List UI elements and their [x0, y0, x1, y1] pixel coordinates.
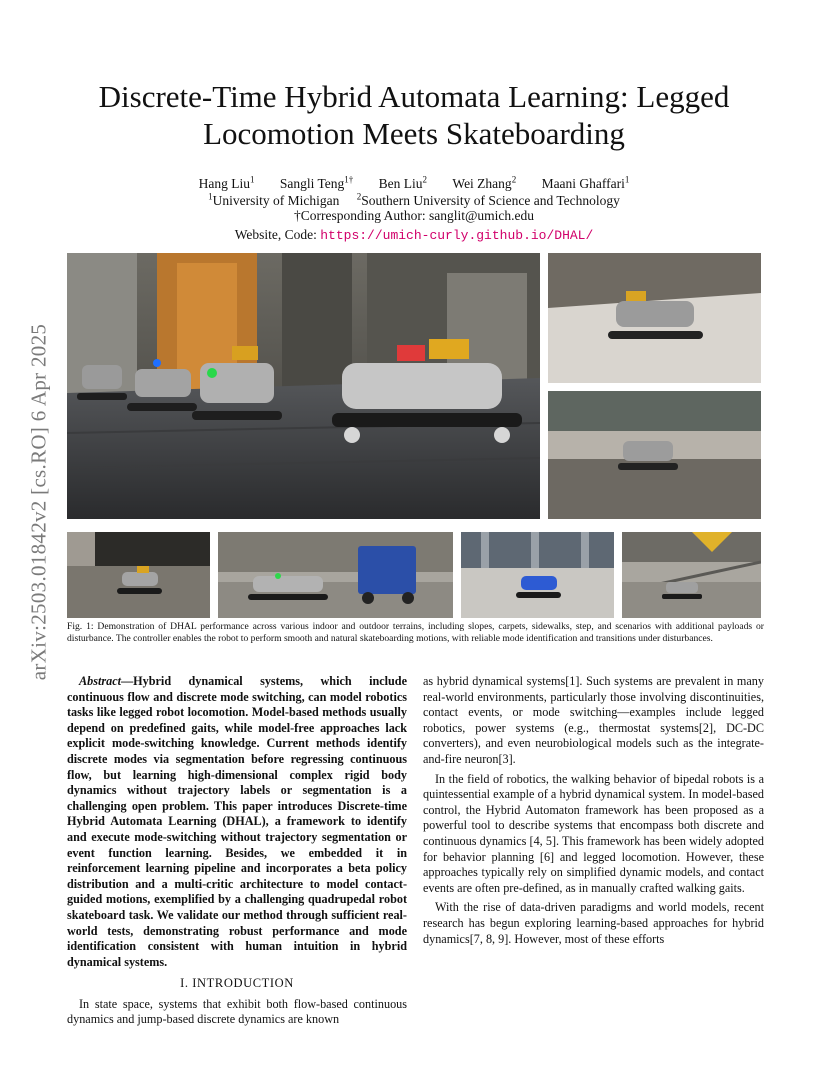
arxiv-identifier: arXiv:2503.01842v2 [cs.RO] 6 Apr 2025 — [26, 323, 51, 681]
author: Hang Liu$^1$ — [198, 174, 255, 191]
figure-photo-payload-cart — [218, 532, 453, 618]
left-column — [67, 674, 407, 1032]
author: Maani Ghaffari$^1$ — [541, 174, 630, 191]
affiliation: $^1$University of Michigan — [208, 191, 340, 208]
intro-paragraph: In the field of robotics, the walking behavior of bipedal robots is a quintessential example of a hybrid dynamical system. In model-based control, the Hybrid Automaton framework has been proposed as a powerful tool to describe systems that encompass both discrete and continuous dynamics [4, 5]. This framework has been widely adopted for behavior planning [6] and legged locomotion. However, these approaches typically rely on simplified dynamic models, and contact events are often pre-defined, as in manually crafted walking gaits. — [423, 771, 764, 895]
figure-photo-hallway — [461, 532, 614, 618]
affiliations — [60, 191, 768, 209]
section-heading: I. INTRODUCTION — [180, 976, 294, 991]
intro-paragraph: In state space, systems that exhibit both flow-based continuous dynamics and jump-based discrete dynamics are known — [67, 996, 407, 1027]
paper-title: Discrete-Time Hybrid Automata Learning: Legged Locomotion Meets Skateboarding — [98, 79, 730, 151]
author: Ben Liu$^2$ — [378, 174, 428, 191]
figure-main-photo — [67, 253, 540, 519]
figure-photo-snow-slope — [548, 253, 761, 383]
abstract-label: Abstract — [79, 674, 121, 688]
intro-paragraph: With the rise of data-driven paradigms and world models, recent research has begun exploring learning-based approaches for hybrid dynamics[7, 8, 9]. However, most of these efforts — [423, 900, 764, 946]
abstract — [67, 674, 407, 970]
figure-caption: Fig. 1: Demonstration of DHAL performance across various indoor and outdoor terrains, including slopes, carpets, sidewalks, step, and scenarios with additional payloads or disturbance. The controller enables the robot to perform smooth and natural skateboarding motions, with reliable mode identification and transitions under disturbances. — [67, 621, 764, 644]
figure-photo-night-lot — [67, 532, 210, 618]
intro-paragraph: as hybrid dynamical systems[1]. Such systems are prevalent in many real-world environments, particularly those involving discontinuities, contact events, or mode switching—examples include legged robotics, power systems (e.g., thermostat systems[2], DC-DC converters), and even neurobiological models such as the integrate-and-fire neuron[3]. — [423, 674, 764, 766]
author: Wei Zhang$^2$ — [452, 174, 517, 191]
author-list — [60, 174, 768, 192]
figure-photo-outdoor-step — [548, 391, 761, 519]
arxiv-side-stamp — [16, 292, 62, 712]
website-line — [60, 227, 768, 243]
website-link[interactable]: https://umich-curly.github.io/DHAL/ — [320, 228, 594, 243]
figure-photo-ramp-rail — [622, 532, 761, 618]
abstract-text: —Hybrid dynamical systems, which include continuous flow and discrete mode switching, can model robotics tasks like legged robot locomotion. Model-based methods usually depend on predefined gaits, while model-free approaches lack explicit mode-switching knowledge. Current methods identify discrete modes via segmentation before regressing continuous flow, but learning high-dimensional complex rigid body dynamics without trajectory labels or segmentation is a challenging open problem. This paper introduces Discrete-time Hybrid Automata Learning (DHAL), a framework to identify and execute mode-switching without trajectory segmentation or event function learning. Besides, we embedded it in reinforcement learning pipeline and incorporates a beta policy distribution and a multi-critic architecture to model contact-guided motions, exemplified by a challenging quadrupedal robot skateboard task. We validate our method through sufficient real-world tests, demonstrating robust performance and mode identification consistent with human intuition in hybrid dynamical systems. — [67, 674, 407, 969]
author: Sangli Teng$^{1\dagger}$ — [279, 174, 354, 191]
corresponding-author: †Corresponding Author: sanglit@umich.edu — [293, 208, 535, 223]
right-column — [423, 674, 764, 951]
affiliation: $^2$Southern University of Science and Technology — [356, 191, 620, 208]
website-label: Website, Code: — [234, 227, 317, 242]
